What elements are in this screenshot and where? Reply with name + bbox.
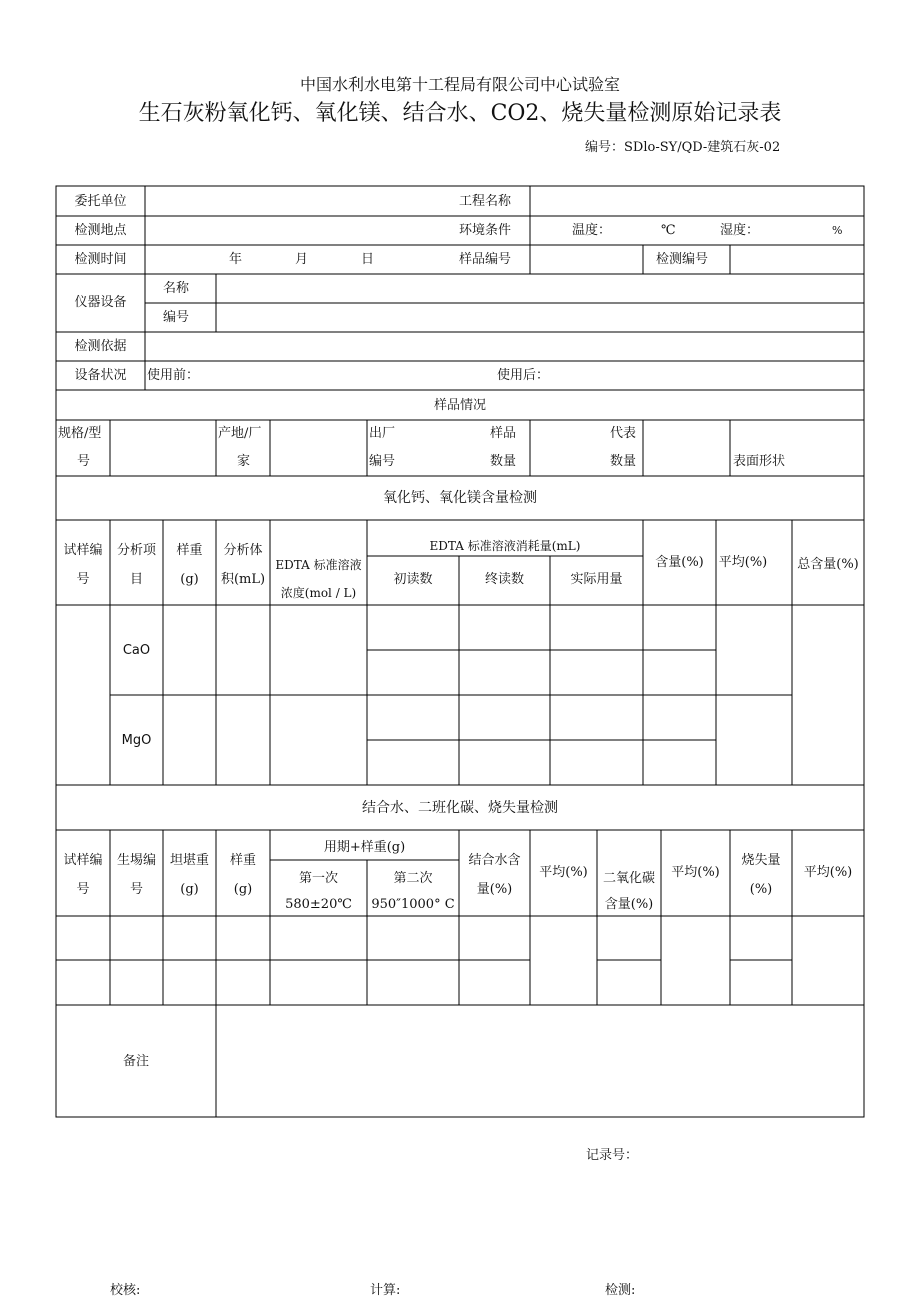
loss-h-avg-3: 平均(%) <box>803 865 853 880</box>
loss-h-loss-1: 烧失量 <box>741 853 781 868</box>
remarks-label: 备注 <box>122 1054 149 1069</box>
cao-section-title: 氧化钙、氧化镁含量检测 <box>383 490 537 506</box>
client-label: 委托单位 <box>74 194 127 209</box>
origin-label-2: 家 <box>237 454 251 469</box>
factory-label-2: 编号 <box>369 454 396 469</box>
spec-label-2: 号 <box>77 454 91 469</box>
loss-h-first-2: 580±20℃ <box>285 897 352 912</box>
spec-label-1: 规格/型 <box>58 426 102 441</box>
loss-h-field-1: 生埸编 <box>116 853 156 868</box>
loss-h-weight-2: (g) <box>233 882 253 897</box>
cao-h-item-1: 分析项 <box>116 543 156 558</box>
cao-h-volume-2: 积(mL) <box>220 572 266 587</box>
temp-unit: ℃ <box>661 223 676 238</box>
surface-label: 表面形状 <box>733 454 786 469</box>
page-title: 生石灰粉氧化钙、氧化镁、结合水、CO2、烧失量检测原始记录表 <box>138 101 782 126</box>
cao-h-sample-2: 号 <box>76 572 90 587</box>
project-label: 工程名称 <box>459 194 512 209</box>
qty-label-2: 数量 <box>490 454 517 469</box>
test-no-label: 检测编号 <box>656 252 709 267</box>
location-label: 检测地点 <box>74 223 127 238</box>
cao-h-conc-2: 浓度(mol / L) <box>280 586 357 600</box>
loss-h-sample-1: 试样编 <box>63 853 103 868</box>
loss-h-crucible-1: 坦堪重 <box>169 853 209 868</box>
humidity-unit: % <box>832 224 843 237</box>
loss-h-co2-1: 二氧化碳 <box>602 871 655 886</box>
month-label: 月 <box>295 252 309 267</box>
loss-h-water-1: 结合水含 <box>468 853 521 868</box>
cao-h-final: 终读数 <box>484 572 524 587</box>
loss-h-first-1: 第一次 <box>298 871 338 886</box>
rep-label-2: 数量 <box>610 454 637 469</box>
record-no-label: 记录号： <box>586 1148 639 1163</box>
env-label: 环境条件 <box>459 223 512 238</box>
loss-h-crucible-2: (g) <box>180 882 199 897</box>
tester-label: 检测: <box>605 1283 636 1298</box>
loss-h-avg-2: 平均(%) <box>671 865 720 880</box>
loss-h-weight-1: 样重 <box>229 853 256 868</box>
humidity-label: 湿度： <box>720 223 760 238</box>
cao-h-weight-2: (g) <box>180 572 199 587</box>
year-label: 年 <box>229 252 243 267</box>
loss-h-second-2: 950″1000° C <box>371 897 455 912</box>
cao-h-content: 含量(%) <box>655 555 704 570</box>
origin-label-1: 产地/厂 <box>218 426 262 441</box>
loss-h-loss-2: (%) <box>749 882 773 897</box>
cao-h-weight-1: 样重 <box>176 543 203 558</box>
calc-label: 计算: <box>370 1283 401 1298</box>
equip-status-label: 设备状况 <box>74 368 127 383</box>
cao-h-total: 总含量(%) <box>797 557 859 572</box>
loss-h-second-1: 第二次 <box>393 871 433 886</box>
loss-h-water-2: 量(%) <box>476 882 513 897</box>
temp-label: 温度： <box>572 223 612 238</box>
instrument-name-label: 名称 <box>163 281 190 296</box>
cao-h-avg: 平均(%) <box>718 555 768 570</box>
day-label: 日 <box>361 252 375 267</box>
cao-h-item-2: 目 <box>129 572 143 587</box>
rep-label-1: 代表 <box>610 426 637 441</box>
checker-label: 校核: <box>110 1283 141 1298</box>
org-name: 中国水利水电第十工程局有限公司中心试验室 <box>299 75 620 94</box>
qty-label-1: 样品 <box>490 426 517 441</box>
cao-h-consume: EDTA 标准溶液消耗量(mL) <box>429 539 581 553</box>
loss-h-avg-1: 平均(%) <box>539 865 588 880</box>
loss-h-field-2: 号 <box>129 882 143 897</box>
sample-no-label: 样品编号 <box>459 252 512 267</box>
loss-h-period: 用期+样重(g) <box>323 840 406 855</box>
instrument-label: 仪器设备 <box>74 295 127 310</box>
cao-h-sample-1: 试样编 <box>63 543 103 558</box>
sample-section-title: 样品情况 <box>433 398 486 413</box>
loss-section-title: 结合水、二班化碳、烧失量检测 <box>362 800 558 816</box>
basis-label: 检测依据 <box>74 339 127 354</box>
cao-h-conc-1: EDTA 标准溶液 <box>275 558 362 572</box>
form-code: 编号：SDlo-SY/QD-建筑石灰-02 <box>585 140 781 155</box>
time-label: 检测时间 <box>74 252 127 267</box>
cao-label: CaO <box>122 643 151 658</box>
instrument-no-label: 编号 <box>163 310 190 325</box>
before-use-label: 使用前： <box>147 368 200 383</box>
cao-h-initial: 初读数 <box>393 572 433 587</box>
after-use-label: 使用后： <box>497 368 550 383</box>
cao-h-volume-1: 分析体 <box>223 543 263 558</box>
cao-h-actual: 实际用量 <box>570 572 623 587</box>
loss-h-co2-2: 含量(%) <box>604 897 654 912</box>
factory-label-1: 出厂 <box>369 426 396 441</box>
mgo-label: MgO <box>121 733 152 748</box>
loss-h-sample-2: 号 <box>76 882 90 897</box>
